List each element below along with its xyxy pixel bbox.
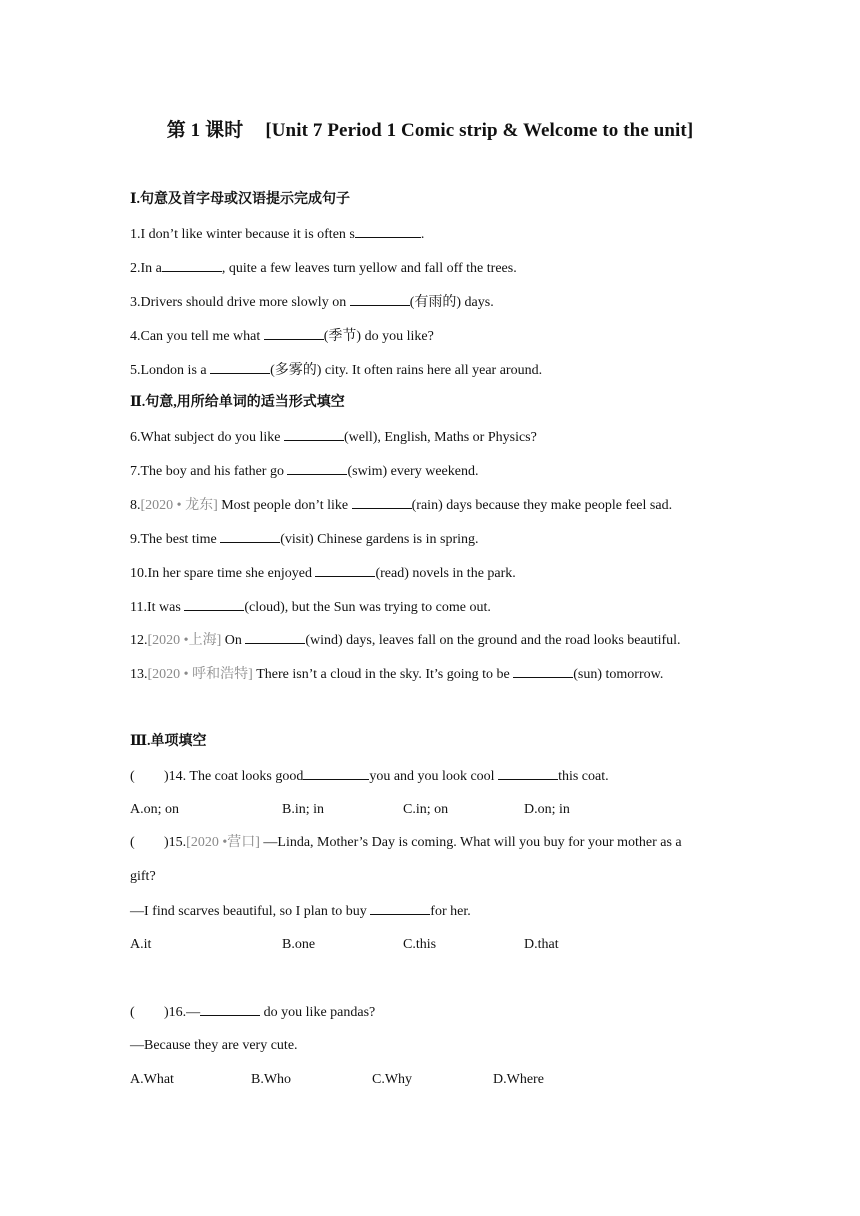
question-15-reply: —I find scarves beautiful, so I plan to buy for her. bbox=[130, 904, 471, 919]
title-main: [Unit 7 Period 1 Comic strip & Welcome to the unit] bbox=[265, 120, 694, 141]
answer-blank[interactable] bbox=[287, 462, 347, 475]
question-6: 6.What subject do you like (well), English, Maths or Physics? bbox=[130, 430, 537, 445]
option-c[interactable]: C.Why bbox=[372, 1072, 413, 1087]
answer-blank[interactable] bbox=[350, 293, 410, 306]
option-a[interactable]: A.it bbox=[130, 937, 152, 952]
source-tag: [2020 • 龙东] bbox=[140, 498, 218, 513]
answer-blank[interactable] bbox=[370, 902, 430, 915]
source-tag: [2020 • 呼和浩特] bbox=[147, 667, 253, 682]
option-a[interactable]: A.on; on bbox=[130, 802, 179, 817]
answer-blank[interactable] bbox=[303, 767, 369, 780]
option-b[interactable]: B.Who bbox=[251, 1072, 292, 1087]
title-prefix: 第 1 课时 bbox=[166, 120, 244, 141]
answer-blank[interactable] bbox=[264, 327, 324, 340]
page-title bbox=[0, 115, 860, 142]
answer-blank[interactable] bbox=[184, 598, 244, 611]
option-b[interactable]: B.in; in bbox=[282, 802, 325, 817]
section-2-heading: Ⅱ.句意,用所给单词的适当形式填空 bbox=[130, 395, 345, 410]
question-3: 3.Drivers should drive more slowly on (有雨的) days. bbox=[130, 295, 494, 310]
answer-blank[interactable] bbox=[355, 225, 421, 238]
answer-blank[interactable] bbox=[352, 496, 412, 509]
question-5: 5.London is a (多雾的) city. It often rains here all year around. bbox=[130, 363, 543, 378]
question-9: 9.The best time (visit) Chinese gardens is in spring. bbox=[130, 532, 479, 547]
answer-blank[interactable] bbox=[498, 767, 558, 780]
source-tag: [2020 •上海] bbox=[147, 633, 222, 648]
question-10: 10.In her spare time she enjoyed (read) novels in the park. bbox=[130, 566, 516, 581]
question-13: 13.[2020 • 呼和浩特] There isn’t a cloud in the sky. It’s going to be (sun) tomorrow. bbox=[130, 667, 664, 682]
section-3-heading: Ⅲ.单项填空 bbox=[130, 734, 207, 749]
question-4: 4.Can you tell me what (季节) do you like? bbox=[130, 329, 434, 344]
question-12: 12.[2020 •上海] On (wind) days, leaves fall on the ground and the road looks beautiful. bbox=[130, 633, 681, 648]
question-1: 1.I don’t like winter because it is often s . bbox=[130, 227, 425, 242]
question-14: ( )14. The coat looks good you and you look cool this coat. bbox=[130, 769, 609, 784]
question-11: 11.It was (cloud), but the Sun was trying to come out. bbox=[130, 600, 491, 615]
answer-blank[interactable] bbox=[200, 1003, 260, 1016]
option-d[interactable]: D.that bbox=[524, 937, 559, 952]
answer-blank[interactable] bbox=[315, 564, 375, 577]
answer-blank[interactable] bbox=[245, 631, 305, 644]
option-d[interactable]: D.on; in bbox=[524, 802, 570, 817]
answer-blank[interactable] bbox=[162, 259, 222, 272]
question-15-cont: gift? bbox=[130, 869, 156, 884]
question-16-reply: —Because they are very cute. bbox=[130, 1038, 298, 1053]
option-c[interactable]: C.this bbox=[403, 937, 437, 952]
option-a[interactable]: A.What bbox=[130, 1072, 174, 1087]
question-7: 7.The boy and his father go (swim) every weekend. bbox=[130, 464, 479, 479]
option-c[interactable]: C.in; on bbox=[403, 802, 449, 817]
question-2: 2.In a , quite a few leaves turn yellow and fall off the trees. bbox=[130, 261, 517, 276]
answer-blank[interactable] bbox=[210, 361, 270, 374]
option-b[interactable]: B.one bbox=[282, 937, 316, 952]
question-16: ( )16.— do you like pandas? bbox=[130, 1005, 376, 1020]
section-1-heading: Ⅰ.句意及首字母或汉语提示完成句子 bbox=[130, 192, 351, 207]
question-8: 8.[2020 • 龙东] Most people don’t like (rain) days because they make people feel sad. bbox=[130, 498, 673, 513]
question-15: ( )15.[2020 •营口] —Linda, Mother’s Day is coming. What will you buy for your mother as a bbox=[130, 835, 682, 850]
answer-blank[interactable] bbox=[284, 428, 344, 441]
answer-blank[interactable] bbox=[220, 530, 280, 543]
answer-blank[interactable] bbox=[513, 665, 573, 678]
option-d[interactable]: D.Where bbox=[493, 1072, 544, 1087]
source-tag: [2020 •营口] bbox=[186, 835, 260, 850]
